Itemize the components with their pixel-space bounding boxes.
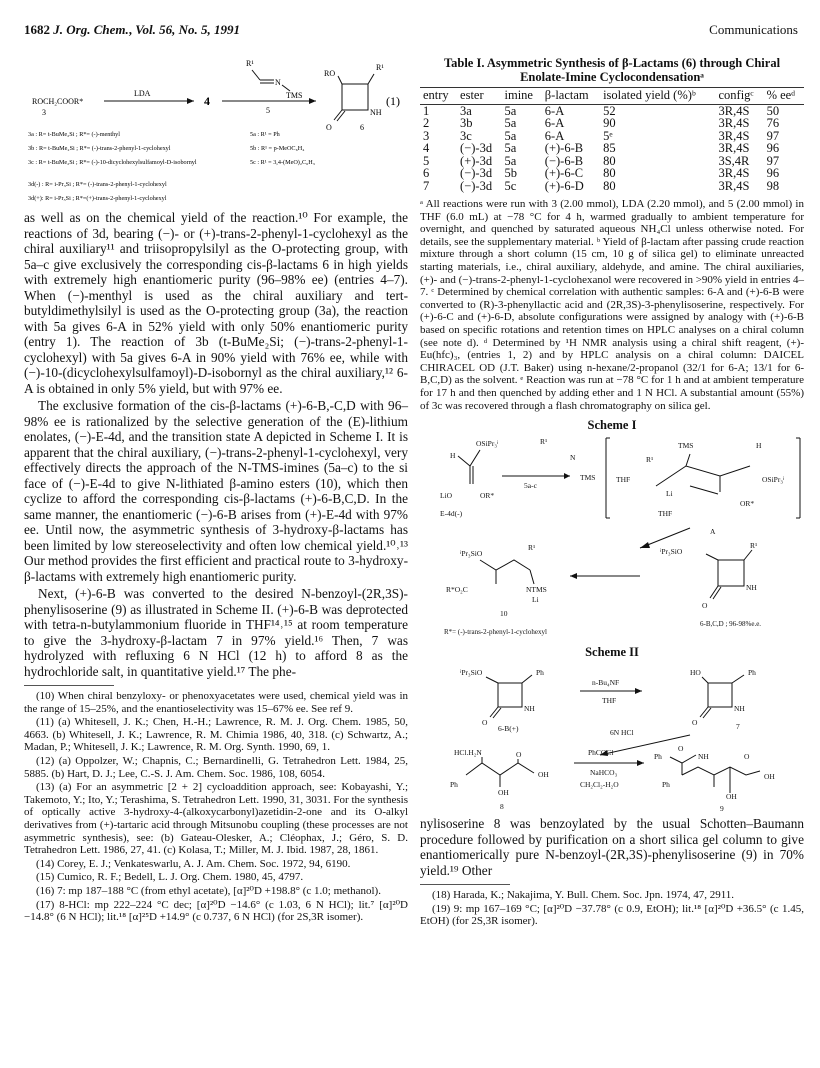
s1-n: N: [570, 452, 576, 462]
table-cell: 3R,4S: [718, 166, 750, 180]
table-cell: (+)-6-D: [544, 178, 584, 193]
page-number: 1682: [24, 22, 50, 37]
table-cell: 3R,4S: [718, 128, 750, 143]
product-o: O: [326, 123, 332, 132]
table-cell: 3R,4S: [718, 178, 750, 193]
paragraph: as well as on the chemical yield of the reaction.¹⁰ For example, the reactions of 3d, bearing (−)- or (+)-trans-2-phenyl-1-cyclohexyl as the chiral auxiliary¹¹ and triisopropylsilyl as the O-protecting group, with 5a–c give exclusively the corresponding cis-β-lactams 6 in high yields with extremely high enantiomeric purity (96–98% ee) (entries 4–7). When (−)-menthyl is used as the chiral auxiliary and tert-butyldimethylsilyl is used as the O-protecting group (3a), the reaction with 5a gives 6-A in 52% yield with only 50% enantiomeric purity (entry 1). The reaction of 3b (t-BuMe₂Si; (−)-trans-2-phenyl-1-cyclohexyl) with 5a gives 6-A in 90% yield with 76% ee, while with (−)-10-(dicyclohexylsulfamoyl)-D-isobornyl as the chiral auxiliary,¹² 6-A is obtained in only 5% yield, but with 97% ee.: [24, 210, 408, 396]
s2-num9: 9: [720, 803, 724, 813]
s1-ts-a: A: [710, 526, 716, 536]
table-cell: 7: [423, 178, 430, 193]
table-cell: 80: [603, 178, 616, 193]
def-3d-minus: 3d(-) : R= i-Pr₃Si ; R*= (-)-trans-2-phenyl-1-cyclohexyl: [28, 181, 167, 188]
s1-or: OR*: [480, 490, 495, 500]
s1-ts-or: OR*: [740, 498, 755, 508]
footnote: (12) (a) Oppolzer, W.; Chapnis, C.; Bernardinelli, G. Tetrahedron Lett. 1984, 25, 5885. (b) Hart, D. J.; Lee, C.-S. J. Am. Chem. Soc. 1986, 108, 6054.: [24, 754, 408, 780]
table-cell: 98: [766, 178, 780, 193]
s2-ph4: Ph: [654, 751, 662, 761]
s1-ts-thf2: THF: [658, 508, 673, 518]
paragraph-right: nylisoserine 8 was benzoylated by the usual Schotten–Baumann procedure followed by purification on a short silica gel column to give enantiomerically pure N-benzoyl-(2R,3S)-phenylisoserine (9) in 70% yield.¹⁹ Other: [420, 816, 804, 878]
table-cell: 5a: [504, 116, 517, 130]
footnote: (16) 7: mp 187–188 °C (from ethyl acetate), [α]²⁰D +198.8° (c 1.0; methanol).: [36, 884, 381, 897]
s2-solvent1: THF: [602, 695, 617, 705]
def-5c: 5c : R¹ = 3,4-(MeO)₂C₆H₃: [250, 159, 315, 166]
s1-ts-r1: R¹: [646, 454, 654, 464]
product-r1: R¹: [376, 63, 384, 72]
footnotes-right: [420, 889, 804, 928]
table-cell: 5a: [504, 141, 517, 155]
s1-rdef: R*= (-)-trans-2-phenyl-1-cyclohexyl: [444, 627, 547, 636]
col-header: imine: [502, 88, 542, 105]
s1-ts-h: H: [756, 440, 762, 450]
s2-ph: Ph: [536, 667, 544, 677]
footnote: (15) Cumico, R. F.; Bedell, L. J. Org. Chem. 1980, 45, 4797.: [36, 871, 304, 884]
s1-product-label: 6-B,C,D ; 96-98%e.e.: [700, 619, 762, 628]
table-cell: 3R,4S: [718, 141, 750, 155]
s2-ph5: Ph: [662, 779, 670, 789]
footnote: (13) (a) For an asymmetric [2 + 2] cycloaddition approach, see: Kobayashi, Y.; Takemoto, Y.; Ito, Y.; Terashima, S. Tetrahedron Lett. 1990, 31, 3031. For the synthesis of optically active 3-hydroxy-4-(alkoxycarbonyl)azetidin-2-one and its O-alkyl derivatives from (+)-tartaric acid through Mitsunobu coupling (these processes are not asymmetric synthesis), see: (b) Gateau-Olesker, A.; Cléophax, J.; Géro, S. D. Tetrahedron Lett. 1986, 27, 41. (c) Kolasa, T.; Miller, M. J. Ibid. 1987, 28, 1861.: [24, 781, 408, 857]
table-cell: 5ᵉ: [603, 128, 613, 143]
scheme-2-title: Scheme II: [585, 645, 639, 660]
ester-number: 3: [42, 108, 46, 117]
equation-1-graphic: [24, 58, 408, 248]
scheme-equation-1: [24, 58, 408, 248]
s2-iprsio: ⁱPr₃SiO: [460, 667, 483, 677]
footnote: (11) (a) Whitesell, J. K.; Chen, H.-H.; Lawrence, R. M. J. Org. Chem. 1985, 50, 4663. (b) Whitesell, J. K.; Lawrence, R. M. Chimia 1986, 40, 318. (c) Schwartz, A.; Madan, P.; Whitesell, J. K.; Lawrence, R. M. Org. Synth. 1990, 69, 1.: [24, 716, 408, 754]
scheme-2-graphic: [420, 663, 804, 813]
s2-num8: 8: [500, 801, 504, 811]
table-cell: 85: [603, 141, 616, 155]
s1-ro2c: R*O₂C: [446, 584, 468, 594]
s1-ts-tms: TMS: [678, 440, 694, 450]
scheme-1-title: Scheme I: [587, 418, 637, 433]
table-cell: 3b: [460, 116, 473, 130]
s1-lio: LiO: [440, 490, 453, 500]
table-cell: 76: [766, 116, 780, 130]
def-3d-plus: 3d(+): R= i-Pr₃Si ; R*=(+)-trans-2-phenyl-1-cyclohexyl: [28, 195, 167, 202]
s2-o2: O: [692, 717, 698, 727]
footnote-divider-right: [420, 884, 510, 885]
s1-e4d: E-4d(-): [440, 508, 463, 518]
s2-ph2: Ph: [748, 667, 756, 677]
s1-r1b: R¹: [528, 542, 536, 552]
s2-ho: HO: [690, 667, 701, 677]
paragraph: The exclusive formation of the cis-β-lactams (+)-6-B,-C,D with 96–98% ee is rationalized by the selective generation of the (E)-lithium enolates, (−)-E-4d, and the transition state A depicted in Scheme I. It is apparent that the chiral auxiliary, (−)-trans-2-phenyl-1-cyclohexyl, very effectively directs the approach of the N-TMS-imines (5a–c) to the si face of (−)-E-4d to give N-lithiated β-amino esters (10), which then cyclize to afford the corresponding cis-β-lactams (+)-6-B,C,D. In the same manner, the enantiomeric (−)-6-B arises from (+)-E-4d with 97% ee. Until now, the asymmetric synthesis of 3-hydroxy-β-lactams has been limited by low stereoselectivity and often low chemical yield.¹⁰˒¹³ Our method provides the first efficient and practical route to 3-hydroxy-β-lactams with extremely high enantiomeric purity.: [24, 398, 408, 584]
col-header: % eeᵈ: [764, 88, 804, 105]
table-cell: 5: [423, 153, 430, 168]
table-cell: 4: [423, 141, 430, 155]
s2-oh2: OH: [498, 787, 509, 797]
col-header: β-lactam: [542, 88, 600, 105]
table-cell: (+)-6-B: [544, 141, 584, 155]
footnote: (18) Harada, K.; Nakajima, Y. Bull. Chem. Soc. Jpn. 1974, 47, 2911.: [432, 889, 735, 902]
table-cell: (+)-3d: [460, 153, 493, 168]
table-cell: 6-A: [544, 128, 565, 143]
reagent-ester: ROCH₂COOR*: [32, 97, 84, 106]
col-header: entry: [420, 88, 457, 105]
footnote-divider: [24, 685, 114, 686]
section-name: Communications: [709, 22, 798, 37]
table-cell: 3S,4R: [718, 153, 750, 168]
table-cell: (+)-6-C: [544, 166, 584, 180]
table-cell: 96: [766, 166, 780, 180]
table-cell: 5b: [504, 166, 517, 180]
s2-solvent3: CH₂Cl₂-H₂O: [580, 779, 619, 789]
paragraph: Next, (+)-6-B was converted to the desired N-benzoyl-(2R,3S)-phenylisoserine (9) as illustrated in Scheme II. (+)-6-B was deprotected with tetra-n-butylammonium fluoride in THF¹⁴˒¹⁵ at room temperature to give the 3-hydroxy-β-lactam 7 in 97% yield.¹⁶ Then, 7 was hydrolyzed with refluxing 6 N HCl (12 h) to afford 8 as the hydrochloride salt, in quantitative yield.¹⁷ The phe-: [24, 586, 408, 679]
s1-li: Li: [532, 594, 539, 604]
s1-h: H: [450, 450, 456, 460]
def-5a: 5a : R¹ = Ph: [250, 131, 280, 138]
table-cell: 5a: [504, 103, 517, 118]
s2-reagent1: n-Bu₄NF: [592, 677, 620, 687]
body-text-left: [24, 210, 408, 679]
s2-oh1: OH: [538, 769, 549, 779]
s2-reagent2: 6N HCl: [610, 727, 634, 737]
table-row: [420, 167, 804, 180]
table-cell: (−)-3d: [460, 141, 493, 155]
table-cell: 5a: [504, 128, 517, 143]
s1-r1: R¹: [540, 436, 548, 446]
table-row: [420, 142, 804, 155]
table-cell: 52: [603, 103, 616, 118]
s1-prod-r1: R¹: [750, 540, 758, 550]
table-cell: 1: [423, 103, 430, 118]
table-cell: 6: [423, 166, 430, 180]
footnote: (14) Corey, E. J.; Venkateswarlu, A. J. Am. Chem. Soc. 1972, 94, 6190.: [36, 857, 351, 870]
s1-ts-osipr: OSiPr₃ⁱ: [762, 474, 785, 484]
table-cell: 3R,4S: [718, 103, 750, 118]
s2-o4: O: [678, 743, 684, 753]
page-header: 1682 J. Org. Chem., Vol. 56, No. 5, 1991 Communications: [24, 22, 798, 37]
table-cell: 6-A: [544, 103, 565, 118]
footnote: (17) 8-HCl: mp 222–224 °C dec; [α]²⁰D −14.6° (c 1.03, 6 N HCl); lit.⁷ [α]²⁰D −14.8° (6 N HCl); lit.¹⁸ [α]²⁵D +14.9° (c 0.737, 6 N HCl) (for 2S,3R isomer).: [24, 898, 408, 924]
intermediate-4: 4: [204, 94, 210, 108]
def-3c: 3c : R= t-BuMe₂Si ; R*= (-)-10-dicyclohexylsulfamoyl-D-isobornyl: [28, 159, 197, 166]
table-cell: 90: [603, 116, 616, 130]
table-row: [420, 117, 804, 130]
table-cell: 97: [766, 153, 780, 168]
s2-reagent3: PhCOCl: [588, 747, 614, 757]
left-column: [24, 58, 408, 925]
s2-o5: O: [744, 751, 750, 761]
s2-sm: 6-B(+): [498, 723, 519, 733]
table-row: [420, 180, 804, 193]
footnote: (10) When chiral benzyloxy- or phenoxyacetates were used, chemical yield was in the range of 15–25%, and the enantioselectivity was 15–67% ee. See ref 9.: [24, 690, 408, 715]
results-table: [420, 87, 804, 192]
table-footnote: ᵃ All reactions were run with 3 (2.00 mmol), LDA (2.20 mmol), and 5 (2.00 mmol) in THF (6.0 mL) at −78 °C for 4 h, warmed gradually to ambient temperature for overnight, and quenched by saturated aqueous NH₄Cl unless otherwise noted. For details, see the supplementary material. ᵇ Yield of β-lactam after passing crude reaction mixture through a short column (15 cm, 10 g of silica gel) to eliminate unreacted starting materials, i.e., chiral auxiliary, aldehyde, and amine. The chiral auxiliaries, (+)- and (−)-trans-2-phenyl-1-cyclohexanol were recovered in >90% yield in entries 4–7. ᶜ Determined by chemical correlation with authentic samples: 6-A and (+)-6-B were converted to (R)-3-phenyllactic acid and (2R,3S)-3-phenylisoserine, respectively. For (+)-6-C and (+)-6-D, absolute configurations were assigned by analogy with (+)-6-B based on specific rotations and retention times on HPLC analyses on a chiral column (see note d). ᵈ Determined by ¹H NMR analysis using a chiral shift reagent, (+)-Eu(hfc)₃, (entries 1, 2) and by HPLC analysis on a chiral column: DAICEL CHIRACEL OD (J.T. Baker) using n-hexane/2-propanol (32/1 for 6-A; 13/1 for 6-B,C,D) as the solvent. ᵉ Reaction was run at −78 °C for 1 h and at ambient temperature for 17 h and then quenched by adding ether and 1 N HCl. A substantial amount (55%) of 3c was recovered through a flash chromatography on silica gel.: [420, 198, 804, 412]
table-cell: 50: [766, 103, 780, 118]
volume-info: Vol. 56, No. 5, 1991: [135, 22, 240, 37]
footnotes-left: [24, 690, 408, 924]
table-cell: 3a: [460, 103, 472, 118]
reagent-lda: LDA: [134, 89, 151, 98]
product-nh: NH: [370, 108, 382, 117]
s2-nh3: NH: [698, 751, 709, 761]
col-header: configᶜ: [715, 88, 763, 105]
col-header: isolated yield (%)ᵇ: [600, 88, 715, 105]
table-cell: 2: [423, 116, 430, 130]
s1-ts-thf: THF: [616, 474, 631, 484]
s2-o3: O: [516, 749, 522, 759]
product-ro: RO: [324, 69, 336, 78]
table-cell: 80: [603, 153, 616, 168]
table-cell: 5a: [504, 153, 517, 168]
imine-r1: R¹: [246, 59, 254, 68]
equation-number: (1): [386, 94, 400, 108]
s1-num10: 10: [500, 608, 508, 618]
imine-tms: TMS: [286, 91, 303, 100]
imine-n: N: [275, 78, 281, 87]
s2-reagent4: NaHCO₃: [590, 767, 618, 777]
s1-reagent: 5a-c: [524, 480, 537, 490]
table-title: Table I. Asymmetric Synthesis of β-Lactams (6) through Chiral Enolate-Imine Cyclocondensationᵃ: [443, 56, 781, 84]
right-column: [420, 56, 804, 929]
s2-oh4: OH: [726, 791, 737, 801]
table-cell: 96: [766, 141, 780, 155]
s1-ts-li: Li: [666, 488, 673, 498]
col-header: ester: [457, 88, 501, 105]
s1-prod-o: O: [702, 600, 708, 610]
table-cell: 3c: [460, 128, 472, 143]
s1-osipr: OSiPr₃ⁱ: [476, 438, 499, 448]
journal-name: J. Org. Chem.: [53, 22, 129, 37]
s1-prod-iprsio: ⁱPr₃SiO: [660, 546, 683, 556]
table-cell: (−)-6-B: [544, 153, 584, 168]
s1-iprsio: ⁱPr₃SiO: [460, 548, 483, 558]
table-cell: 3R,4S: [718, 116, 750, 130]
s1-tms: TMS: [580, 472, 596, 482]
table-cell: 6-A: [544, 116, 565, 130]
table-cell: 3: [423, 128, 430, 143]
table-cell: 97: [766, 128, 780, 143]
table-cell: 5c: [504, 178, 517, 193]
s2-o: O: [482, 717, 488, 727]
s2-hcl: HCl.H₂N: [454, 747, 482, 757]
s1-prod-nh: NH: [746, 582, 757, 592]
s2-num7: 7: [736, 721, 740, 731]
s2-oh3: OH: [764, 771, 775, 781]
footnote: (19) 9: mp 167–169 °C; [α]²⁰D −37.78° (c 0.9, EtOH); lit.¹⁸ [α]²⁰D +36.5° (c 1.45, EtOH) (for 2S,3R isomer).: [420, 902, 804, 928]
s2-nh: NH: [524, 703, 535, 713]
table-cell: 80: [603, 166, 616, 180]
s2-ph3: Ph: [450, 779, 458, 789]
table-cell: (−)-3d: [460, 166, 493, 180]
s1-ntms: NTMS: [526, 584, 547, 594]
def-3b: 3b : R= t-BuMe₂Si ; R*= (-)-trans-2-phenyl-1-cyclohexyl: [28, 145, 171, 152]
table-body: [420, 104, 804, 192]
s2-nh2: NH: [734, 703, 745, 713]
product-number: 6: [360, 123, 364, 132]
def-3a: 3a : R= t-BuMe₂Si ; R*= (-)-menthyl: [28, 131, 120, 138]
def-5b: 5b : R¹ = p-MeOC₆H₄: [250, 145, 305, 152]
table-cell: (−)-3d: [460, 178, 493, 193]
imine-number: 5: [266, 106, 270, 115]
scheme-1-graphic: [420, 436, 804, 636]
